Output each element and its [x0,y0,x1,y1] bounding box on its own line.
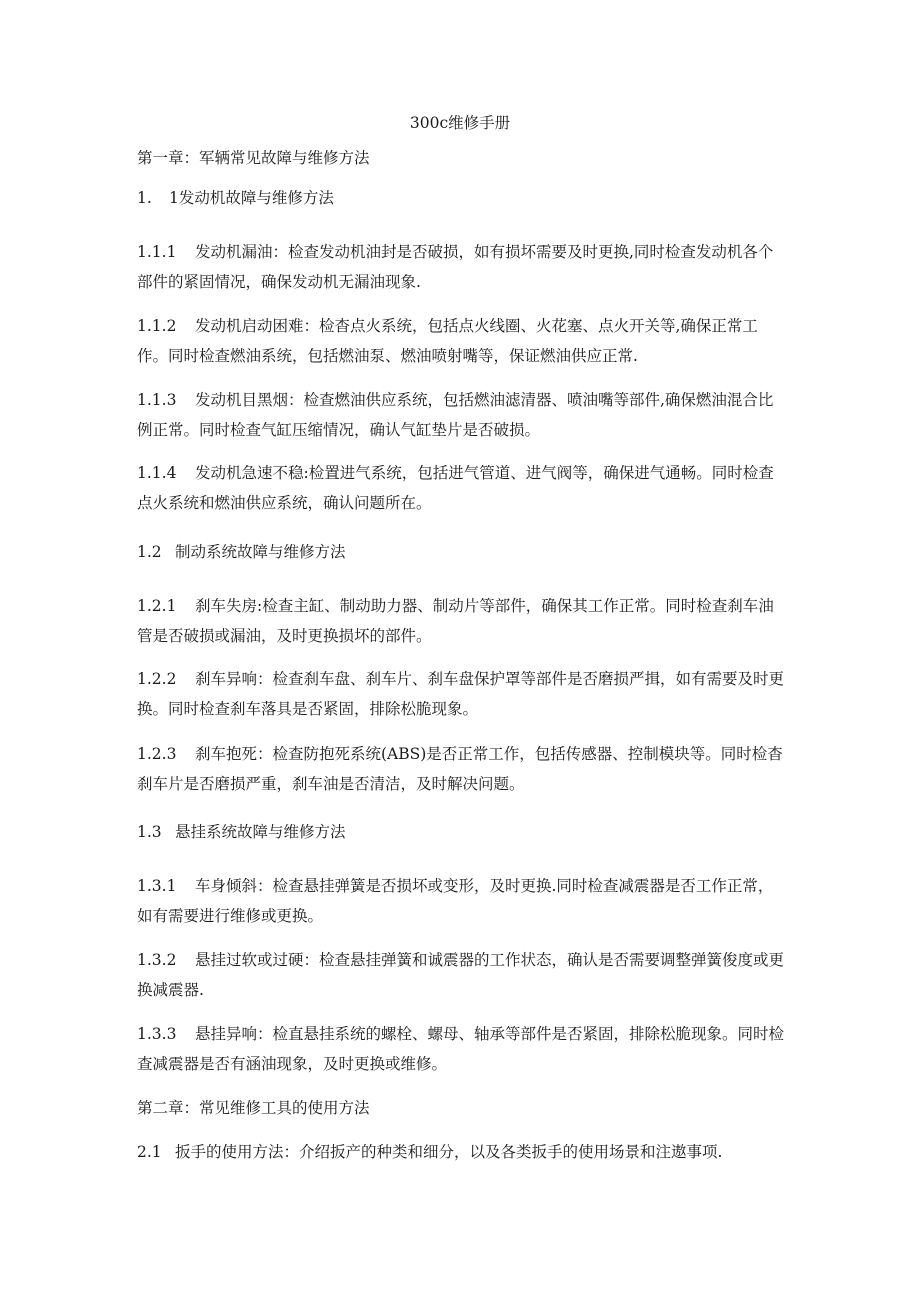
paragraph-number: 1.1.3 [137,391,177,409]
paragraph-number: 1.3.3 [137,1025,177,1043]
document-title: 300c维修手册 [409,114,511,132]
paragraph-text: 发动机目黑烟：检查燃油供应系统，包括燃油滤清器、喷油嘴等部件,确保燃油混合比例正常。同时检查气缸压缩情况，确认气缸垫片是否破损。 [137,391,774,439]
paragraph-1-1-3 [137,385,787,445]
section-1-1-heading [137,188,334,208]
paragraph-text: 刹车抱死：检查防抱死系统(ABS)是否正常工作，包括传感器、控制模块等。同时检杳刹车片是否磨损严重，刹车油是否清洁，及时解决问题。 [137,745,783,793]
section-text: 1发动机故障与维修方法 [169,189,334,207]
paragraph-text: 车身倾斜：检查悬挂弹簧是否损坏或变形，及时更换.同时检查减震器是否工作正常，如有需要进行维修或更换。 [137,877,774,925]
section-number: 1.3 [137,823,162,841]
paragraph-text: 发动机漏油：检查发动机油封是否破损，如有损坏需要及时更换,同时检查发动机各个部件的紧固情况，确保发动机无漏油现象. [137,243,774,291]
section-number: 1. [137,189,152,207]
paragraph-number: 1.1.1 [137,243,177,261]
section-text: 悬挂系统故障与维修方法 [175,823,346,841]
paragraph-number: 1.2.3 [137,745,177,763]
paragraph-1-3-1 [137,871,787,931]
paragraph-number: 1.1.2 [137,317,177,335]
paragraph-text: 悬挂过软或过硬：检查悬挂弹簧和诚震器的工作状态，确认是否需要调整弹簧俊度或更换减震器. [137,951,785,999]
paragraph-1-1-1 [137,237,787,297]
paragraph-1-2-1 [137,591,787,651]
paragraph-number: 1.3.1 [137,877,177,895]
paragraph-1-2-3 [137,739,787,799]
paragraph-text: 发动机急速不稳:检置进气系统，包括进气管道、进气阀等，确保进气通畅。同时检查点火系统和燃油供应系统，确认问题所在。 [137,464,774,512]
paragraph-1-1-2 [137,311,787,371]
paragraph-number: 1.2.1 [137,597,177,615]
section-number: 1.2 [137,543,162,561]
paragraph-number: 1.1.4 [137,464,177,482]
paragraph-1-1-4 [137,458,787,518]
paragraph-1-3-2 [137,945,787,1005]
paragraph-1-2-2 [137,664,787,724]
section-1-2-heading [137,542,346,562]
paragraph-text: 悬挂异响：检直悬挂系统的螺栓、螺母、轴承等部件是否紧固，排除松脆现象。同时检查减震器是否有涵油现象，及时更换或维修。 [137,1025,785,1073]
chapter-2-heading: 第二章：常见维修工具的使用方法 [137,1099,370,1117]
paragraph-number: 2.1 [137,1143,162,1161]
chapter-1-heading: 第一章：军辆常见故障与维修方法 [137,149,370,167]
paragraph-2-1 [137,1137,787,1167]
paragraph-text: 刹车异响：检查刹车盘、刹车片、刹车盘保护罩等部件是否磨损严揖，如有需要及时更换。同时检查刹车落具是否紧固，排除松脆现象。 [137,670,785,718]
section-text: 制动系统故障与维修方法 [175,543,346,561]
paragraph-number: 1.2.2 [137,670,177,688]
paragraph-number: 1.3.2 [137,951,177,969]
paragraph-1-3-3 [137,1019,787,1079]
paragraph-text: 刹车失房:检查主缸、制动助力器、制动片等部件，确保其工作正常。同时检查刹车油管是否破损或漏油，及时更换损坏的部件。 [137,597,774,645]
paragraph-text: 扳手的使用方法：介绍扳产的种类和细分，以及各类扳手的使用场景和注遨事项. [175,1143,723,1161]
section-1-3-heading [137,822,346,842]
paragraph-text: 发动机启动困难：检杳点火系统，包括点火线圈、火花塞、点火开关等,确保正常工作。同时检查燃油系统，包括燃油泵、燃油喷射嘴等，保证燃油供应正常. [137,317,758,365]
